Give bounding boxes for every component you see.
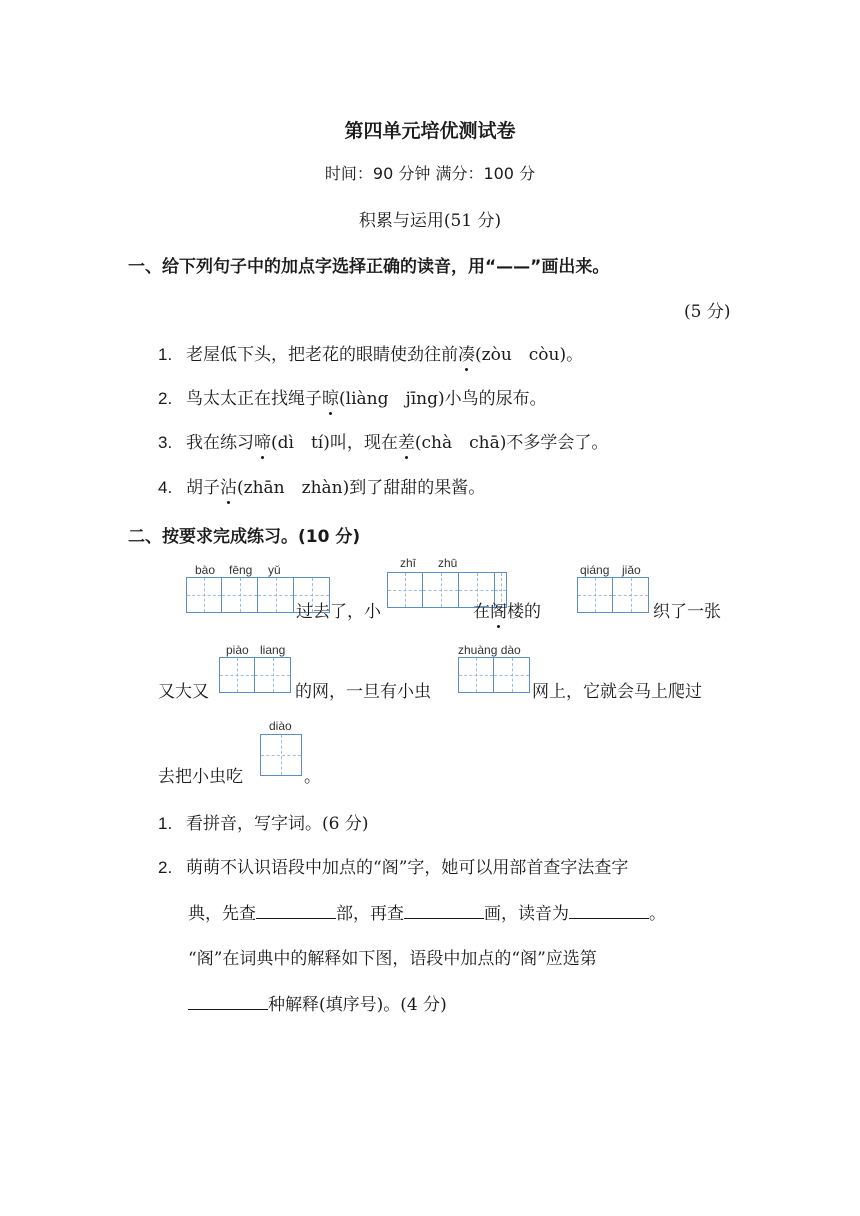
q1-item-1 xyxy=(158,340,583,365)
passage-text: 又大又 xyxy=(158,682,209,702)
pinyin-label: jiǎo xyxy=(622,563,641,577)
pinyin-choices: (dì tí)叫，现在 xyxy=(271,433,398,453)
item-number: 3. xyxy=(158,433,173,452)
q2-sub-2 xyxy=(158,853,628,878)
writing-grid[interactable] xyxy=(577,577,649,613)
writing-grid[interactable] xyxy=(219,657,291,693)
pinyin-choices: (liàng jīng)小鸟的尿布。 xyxy=(339,389,547,409)
passage-text: 去把小虫吃 xyxy=(158,767,243,787)
q2-heading: 二、按要求完成练习。(10 分) xyxy=(128,527,361,547)
item-text: 萌萌不认识语段中加点的“阁”字，她可以用部首查字法查字 xyxy=(186,858,629,878)
pinyin-label: liang xyxy=(260,643,286,657)
q1-heading: 一、给下列句子中的加点字选择正确的读音，用“——”画出来。 xyxy=(128,257,610,277)
section-title: 积累与运用(51 分) xyxy=(358,211,502,231)
item-number: 1. xyxy=(158,814,173,833)
item-number: 2. xyxy=(158,389,173,408)
page-title: 第四单元培优测试卷 xyxy=(344,120,516,142)
q1-score: (5 分) xyxy=(684,302,731,322)
passage-text: 的网，一旦有小虫 xyxy=(295,682,431,702)
pinyin-label: zhū xyxy=(438,556,458,570)
dotted-char: 啼 xyxy=(254,433,271,453)
pinyin-label: zhuàng dào xyxy=(458,643,521,657)
item-text: 胡子 xyxy=(186,478,220,498)
passage-text: 。 xyxy=(304,767,321,787)
dotted-char: 晾 xyxy=(322,389,339,409)
writing-grid[interactable] xyxy=(260,734,302,776)
answer-blank[interactable] xyxy=(404,900,484,919)
passage-text: 在阁楼的 xyxy=(473,602,541,622)
exam-time-score: 时间：90 分钟 满分：100 分 xyxy=(324,164,536,183)
q1-item-3 xyxy=(158,428,608,453)
item-text: 老屋低下头，把老花的眼睛使劲往前 xyxy=(186,345,458,365)
writing-grid[interactable] xyxy=(458,657,530,693)
item-number: 4. xyxy=(158,478,173,497)
q2-sub-2-line3: “阁”在词典中的解释如下图，语段中加点的“阁”应选第 xyxy=(188,949,597,969)
q2-sub-1 xyxy=(158,809,368,834)
dotted-char: 凑 xyxy=(458,345,475,365)
item-number: 2. xyxy=(158,858,173,877)
answer-blank[interactable] xyxy=(569,900,649,919)
pinyin-label: qiáng xyxy=(580,563,610,577)
passage-text: 过去了，小 xyxy=(296,602,381,622)
q2-sub-2-line4: 种解释(填序号)。(4 分) xyxy=(188,990,447,1015)
q2-sub-2-line2: 典，先查 部，再查 画，读音为 。 xyxy=(188,899,666,924)
item-text: 我在练习 xyxy=(186,433,254,453)
pinyin-label: bào xyxy=(195,563,216,577)
passage-text: 网上，它就会马上爬过 xyxy=(532,682,702,702)
dotted-char: 差 xyxy=(397,433,415,453)
item-text: 鸟太太正在找绳子 xyxy=(186,389,322,409)
q1-item-4 xyxy=(158,473,485,498)
passage-text: 织了一张 xyxy=(653,602,721,622)
answer-blank[interactable] xyxy=(256,900,336,919)
pinyin-choices: (chà chā)不多学会了。 xyxy=(414,433,609,453)
dotted-char: 阁 xyxy=(490,602,507,622)
pinyin-label: fēng xyxy=(229,563,253,577)
item-number: 1. xyxy=(158,345,173,364)
pinyin-label: diào xyxy=(269,719,292,733)
answer-blank[interactable] xyxy=(188,991,268,1010)
pinyin-choices: (zhān zhàn)到了甜甜的果酱。 xyxy=(237,478,486,498)
q1-item-2 xyxy=(158,384,547,409)
pinyin-choices: (zòu còu)。 xyxy=(475,345,584,365)
item-text: 看拼音，写字词。(6 分) xyxy=(186,814,369,834)
pinyin-label: yǔ xyxy=(268,563,281,577)
pinyin-label: zhī xyxy=(400,556,417,570)
dotted-char: 沾 xyxy=(220,478,237,498)
pinyin-label: piào xyxy=(226,643,249,657)
